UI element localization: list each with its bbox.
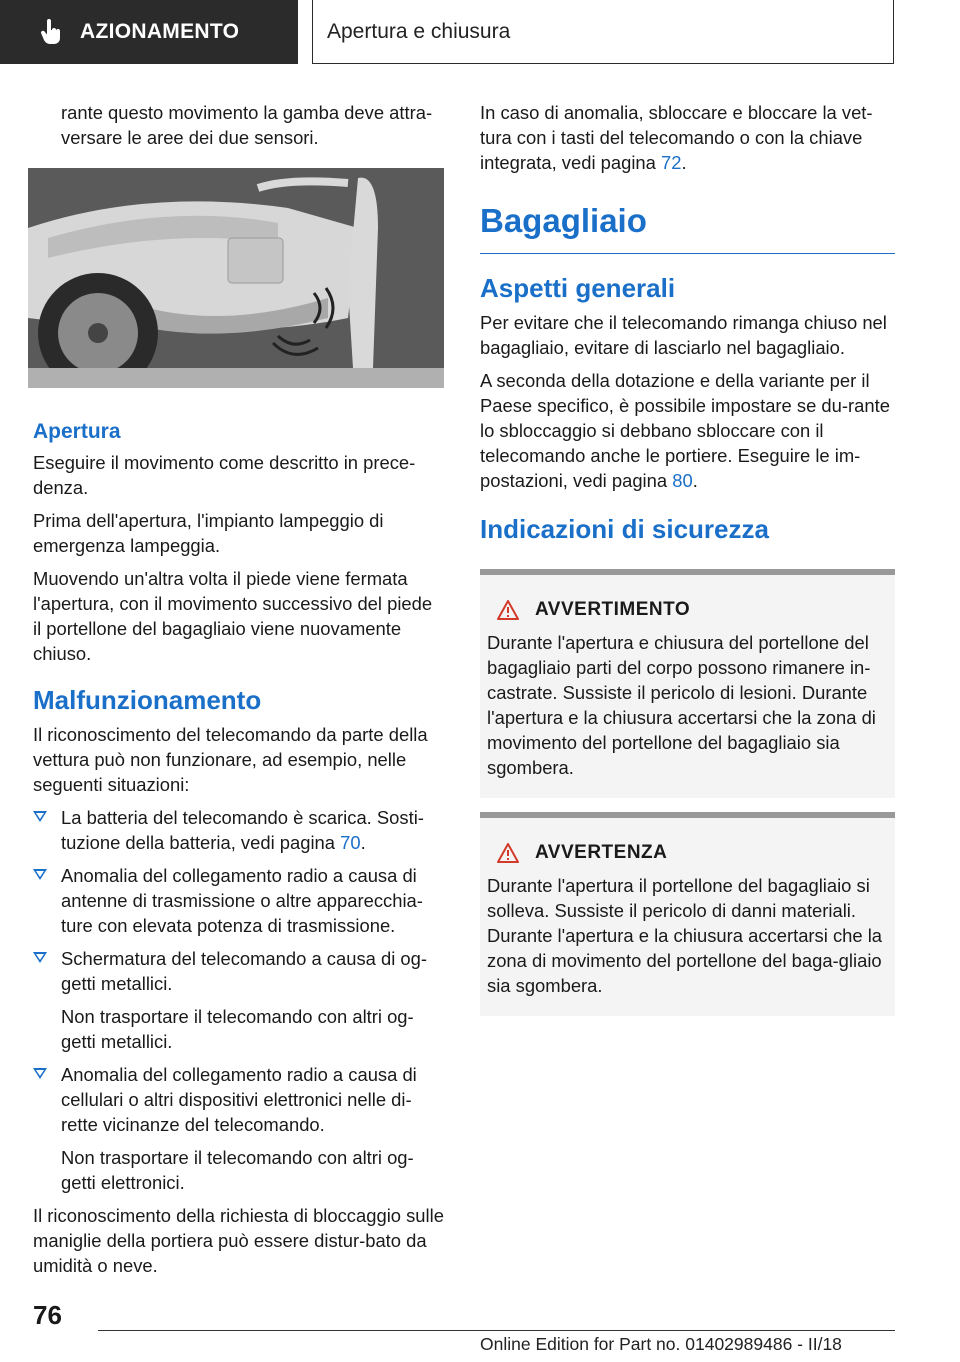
warning-triangle-icon (497, 843, 519, 863)
warning-text: Durante l'apertura e chiusura del portellone del bagagliaio parti del corpo possono rimanere in-castrate. Sussiste il pericolo di lesioni. Durante l'apertura e la chiusura accertarsi che la zona di movimento del portellone del bagagliaio sia sgombera. (487, 632, 876, 778)
chapter-box (312, 0, 894, 64)
list-item (33, 863, 445, 938)
list-item-note: Non trasportare il telecomando con altri og-getti metallici. (61, 1006, 414, 1052)
intro-paragraph: rante questo movimento la gamba deve attra-versare le aree dei due sensori. (61, 102, 433, 148)
apertura-paragraph-1: Eseguire il movimento come descritto in prece-denza. (33, 452, 416, 498)
left-column (33, 100, 445, 1286)
page-reference-link[interactable]: 72 (660, 152, 682, 173)
general-paragraph-2: A seconda della dotazione e della variante per il Paese specifico, è possibile impostare se du-rante lo sbloccaggio si debbano sbloccare con il telecomando anche le portiere. Eseguire le im-postazioni, vedi pagina 80. (480, 370, 890, 491)
chapter-title: Apertura e chiusura (327, 19, 511, 43)
page-number: 76 (33, 1300, 62, 1330)
caution-text: Durante l'apertura il portellone del bagagliaio si solleva. Sussiste il pericolo di danni materiali. Durante l'apertura e la chiusura accertarsi che la zona di movimento del portellone del baga-gliaio sia sgombera. (487, 875, 883, 996)
heading-apertura: Apertura (33, 420, 121, 443)
warning-title: AVVERTIMENTO (535, 599, 691, 620)
footer-edition: Online Edition for Part no. 01402989486 - II/18 (480, 1334, 842, 1354)
apertura-paragraph-3: Muovendo un'altra volta il piede viene fermata l'apertura, con il movimento successivo del piede il portellone del bagagliaio viene nuovamente chiuso. (33, 568, 433, 664)
malfunzionamento-paragraph: Il riconoscimento del telecomando da parte della vettura può non funzionare, ad esempio, nelle seguenti situazioni: (33, 724, 428, 795)
list-item-text: La batteria del telecomando è scarica. Sosti-tuzione della batteria, vedi pagina (61, 807, 424, 853)
page-reference-link[interactable]: 70 (340, 832, 361, 853)
anomaly-paragraph: In caso di anomalia, sbloccare e bloccare la vet-tura con i tasti del telecomando o con la chiave integrata, vedi pagina 72. (480, 102, 873, 173)
hand-pointer-icon (40, 19, 62, 45)
heading-bagagliaio: Bagagliaio (480, 201, 895, 254)
list-item-text: Anomalia del collegamento radio a causa di cellulari o altri dispositivi elettronici nelle di-rette vicinanze del telecomando. (61, 1064, 417, 1135)
general-paragraph-1: Per evitare che il telecomando rimanga chiuso nel bagagliaio, evitare di lasciarlo nel bagagliaio. (480, 312, 887, 358)
closing-paragraph: Il riconoscimento della richiesta di bloccaggio sulle maniglie della portiera può essere distur-bato da umidità o neve. (33, 1205, 444, 1276)
bullet-triangle-icon (33, 952, 47, 963)
bullet-triangle-icon (33, 811, 47, 822)
section-title: AZIONAMENTO (80, 20, 240, 43)
list-item (33, 1062, 445, 1195)
bullet-triangle-icon (33, 1068, 47, 1079)
section-tab (0, 0, 298, 64)
page-reference-link[interactable]: 80 (672, 470, 693, 491)
list-item (33, 946, 445, 1054)
heading-indicazioni-sicurezza: Indicazioni di sicurezza (480, 514, 769, 544)
right-column (480, 100, 895, 1030)
warning-triangle-icon (497, 600, 519, 620)
apertura-paragraph-2: Prima dell'apertura, l'impianto lampeggio di emergenza lampeggia. (33, 510, 384, 556)
list-item (33, 805, 445, 855)
list-item-tail: . (360, 832, 366, 853)
trunk-sensor-illustration (28, 168, 444, 388)
caution-box (480, 812, 895, 1016)
heading-malfunzionamento: Malfunzionamento (33, 685, 262, 715)
malfunction-list (33, 805, 445, 1195)
footer-divider (98, 1330, 895, 1331)
list-item-text: Anomalia del collegamento radio a causa di antenne di trasmissione o altre apparecchia-ture con elevata potenza di trasmissione. (61, 865, 423, 936)
list-item-note: Non trasportare il telecomando con altri og-getti elettronici. (61, 1147, 414, 1193)
caution-title: AVVERTENZA (535, 842, 668, 863)
bullet-triangle-icon (33, 869, 47, 880)
car-rear-illustration (28, 168, 444, 388)
list-item-text: Schermatura del telecomando a causa di og-getti metallici. (61, 948, 427, 994)
warning-box (480, 569, 895, 798)
heading-aspetti-generali: Aspetti generali (480, 273, 676, 303)
